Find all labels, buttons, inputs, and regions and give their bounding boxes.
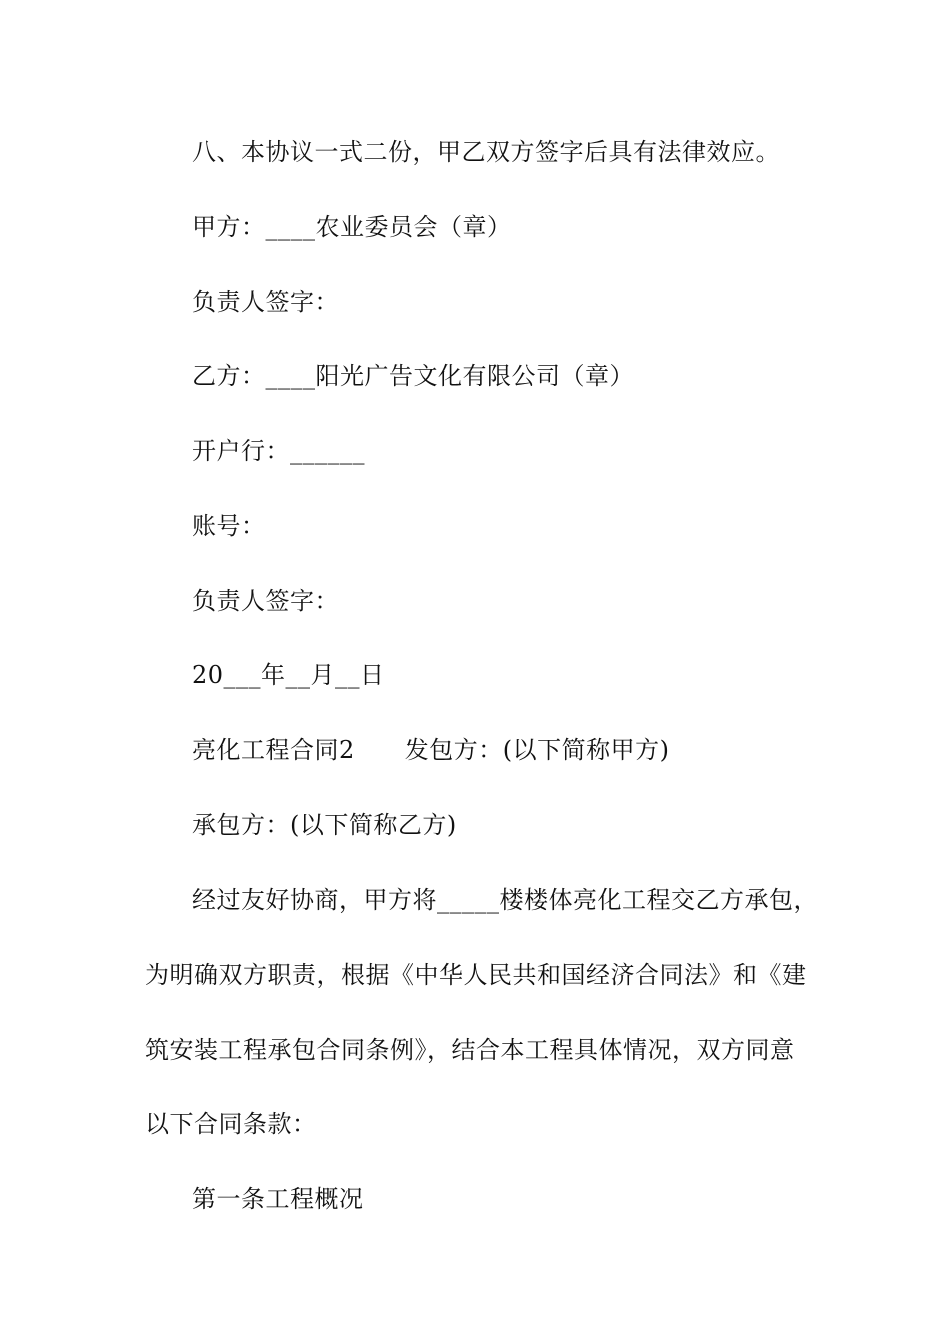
clause-eight: 八、本协议一式二份，甲乙双方签字后具有法律效应。 xyxy=(192,138,780,166)
contractor-label: 承包方：(以下简称乙方) xyxy=(192,811,457,839)
party-b-signature-line: 负责人签字： xyxy=(192,587,339,615)
article-one-heading: 第一条工程概况 xyxy=(192,1185,364,1213)
date-line: 20___年__月__日 xyxy=(192,661,385,689)
party-a-line: 甲方：____农业委员会（章） xyxy=(192,213,512,241)
contract-title: 亮化工程合同2 xyxy=(192,736,355,764)
intro-paragraph-line-4: 以下合同条款： xyxy=(145,1110,317,1138)
party-b-line: 乙方：____阳光广告文化有限公司（章） xyxy=(192,362,634,390)
intro-paragraph-line-1: 经过友好协商，甲方将_____楼楼体亮化工程交乙方承包， xyxy=(192,886,818,914)
employer-label: 发包方：(以下简称甲方) xyxy=(404,736,670,764)
party-a-signature-line: 负责人签字： xyxy=(192,288,339,316)
intro-paragraph-line-3: 筑安装工程承包合同条例》，结合本工程具体情况，双方同意 xyxy=(145,1036,795,1064)
contract-title-line xyxy=(192,734,670,766)
account-line: 账号： xyxy=(192,512,266,540)
intro-paragraph-line-2: 为明确双方职责，根据《中华人民共和国经济合同法》和《建 xyxy=(145,961,807,989)
bank-line: 开户行：______ xyxy=(192,437,365,465)
